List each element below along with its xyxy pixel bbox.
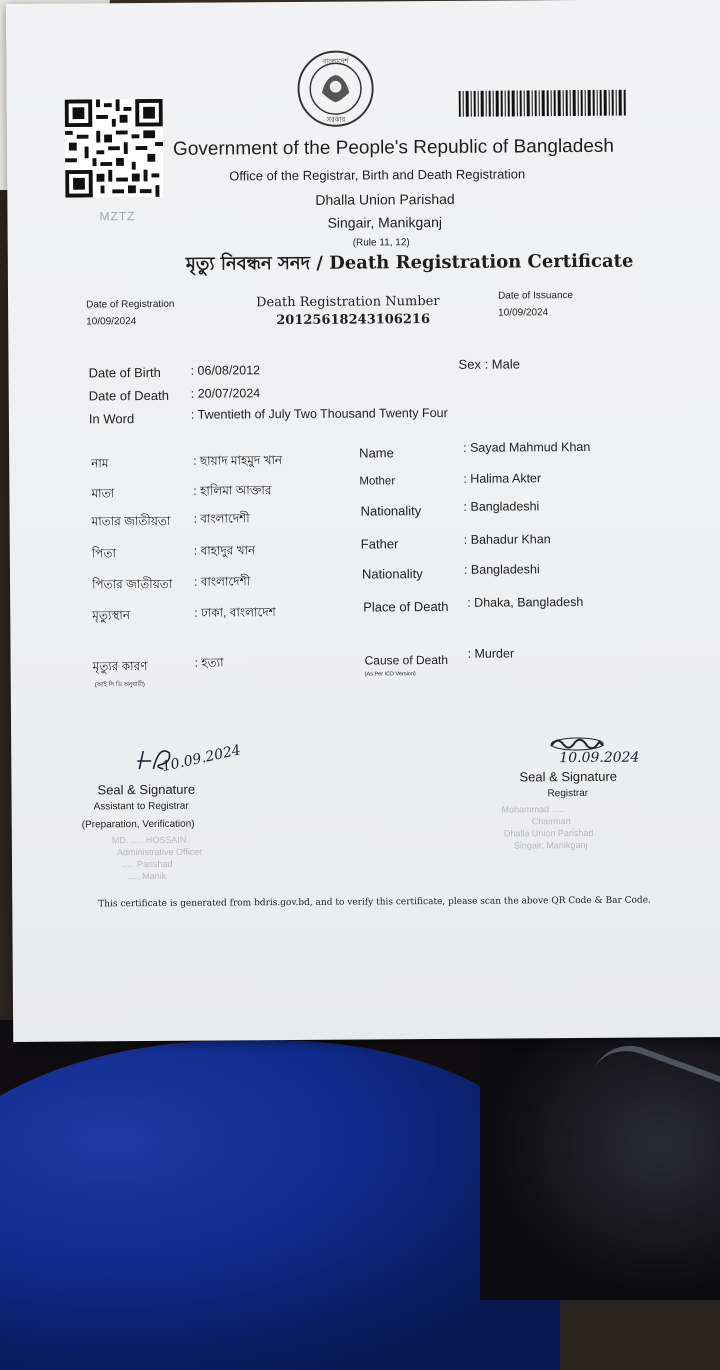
bn-value-father: : বাহাদুর খান [193, 543, 256, 558]
bn-label-father: পিতা [91, 546, 116, 561]
government-title: Government of the People's Republic of Bangladesh [172, 135, 614, 160]
label-mother: Mother [359, 475, 396, 488]
government-emblem-icon [296, 49, 375, 128]
bn-value-father-nationality: : বাংলাদেশী [193, 574, 251, 589]
location: Singair, Manikganj [327, 213, 442, 231]
value-mother: : Halima Akter [463, 471, 542, 486]
seal-code: MZTZ [99, 209, 136, 224]
label-place-of-death: Place of Death [363, 598, 449, 615]
left-signature-date: 10.09.2024 [160, 742, 243, 776]
qr-code-icon [65, 99, 164, 198]
label-father: Father [360, 536, 399, 552]
bn-label-mother-nationality: মাতার জাতীয়তা [91, 513, 171, 529]
right-signature-date: 10.09.2024 [559, 749, 640, 767]
bn-cause-note: (আই সি ডি অনুযায়ী) [94, 682, 145, 689]
union-name: Dhalla Union Parishad [315, 190, 455, 208]
dob-label: Date of Birth [88, 364, 161, 381]
rule-reference: (Rule 11, 12) [352, 237, 410, 249]
label-name: Name [359, 445, 394, 461]
left-role-sub: (Preparation, Verification) [81, 818, 195, 831]
right-faint-1: Mohammad ..... [501, 804, 565, 815]
inword-value: : Twentieth of July Two Thousand Twenty Four [190, 405, 448, 422]
issuance-date-label: Date of Issuance [498, 290, 574, 302]
bn-value-mother-nationality: : বাংলাদেশী [193, 511, 250, 526]
left-faint-3: ..... Parishad [121, 858, 173, 870]
registration-date-value: 10/09/2024 [86, 316, 137, 328]
left-role: Assistant to Registrar [93, 800, 189, 813]
bn-value-name: : ছায়াদ মাহমুদ খান [193, 453, 283, 468]
right-faint-4: Singair, Manikganj [513, 839, 588, 851]
svg-text:সরকার: সরকার [326, 115, 346, 124]
value-name: : Sayad Mahmud Khan [463, 439, 591, 455]
value-father-nationality: : Bangladeshi [463, 562, 540, 577]
registration-number-label: Death Registration Number [256, 293, 440, 311]
issuance-date-value: 10/09/2024 [498, 307, 549, 319]
value-mother-nationality: : Bangladeshi [463, 499, 540, 514]
svg-text:বাংলাদেশ: বাংলাদেশ [322, 57, 349, 66]
label-father-nationality: Nationality [361, 566, 423, 582]
blue-cloth [0, 1040, 560, 1370]
label-mother-nationality: Nationality [360, 503, 422, 519]
right-faint-3: Dhalla Union Parishad [503, 827, 594, 839]
certificate-paper [6, 0, 720, 1042]
bn-label-cause: মৃত্যুর কারণ [92, 659, 148, 674]
label-cause-of-death: Cause of Death [364, 652, 449, 668]
barcode-icon [459, 90, 627, 117]
dod-label: Date of Death [88, 387, 170, 404]
dob-value: : 06/08/2012 [190, 363, 261, 378]
bn-label-mother: মাতা [91, 486, 115, 501]
right-seal-label: Seal & Signature [519, 768, 618, 785]
certificate-title: মৃত্যু নিবন্ধন সনদ / Death Registration Certificate [185, 250, 634, 275]
bn-label-place: মৃত্যুস্থান [92, 608, 131, 623]
left-faint-2: Administrative Officer [116, 846, 203, 858]
verification-note: This certificate is generated from bdris.gov.bd, and to verify this certificate, please scan the above QR Code & Bar Code. [98, 895, 651, 910]
value-place-of-death: : Dhaka, Bangladesh [467, 594, 584, 610]
left-seal-label: Seal & Signature [97, 781, 196, 798]
inword-label: In Word [88, 411, 135, 427]
registration-number-value: 20125618243106216 [276, 312, 431, 329]
bn-value-cause: : হত্যা [194, 655, 224, 670]
bn-value-place: : ঢাকা, বাংলাদেশ [194, 605, 276, 620]
dod-value: : 20/07/2024 [190, 386, 261, 401]
cause-note: (As Per ICD Version) [364, 671, 416, 678]
bn-value-mother: : হালিমা আক্তার [193, 483, 272, 498]
right-role: Registrar [547, 787, 589, 800]
office-title: Office of the Registrar, Birth and Death Registration [229, 166, 526, 184]
left-faint-1: MD. ..... HOSSAIN [111, 834, 187, 846]
sex-field: Sex : Male [458, 356, 520, 372]
bn-label-name: নাম [91, 456, 109, 471]
left-faint-4: ..... Manik [127, 870, 167, 882]
right-faint-2: Chairman [531, 816, 571, 827]
bn-label-father-nationality: পিতার জাতীয়তা [92, 576, 173, 592]
value-cause-of-death: : Murder [467, 646, 515, 661]
registration-date-label: Date of Registration [86, 298, 175, 311]
value-father: : Bahadur Khan [463, 532, 551, 547]
